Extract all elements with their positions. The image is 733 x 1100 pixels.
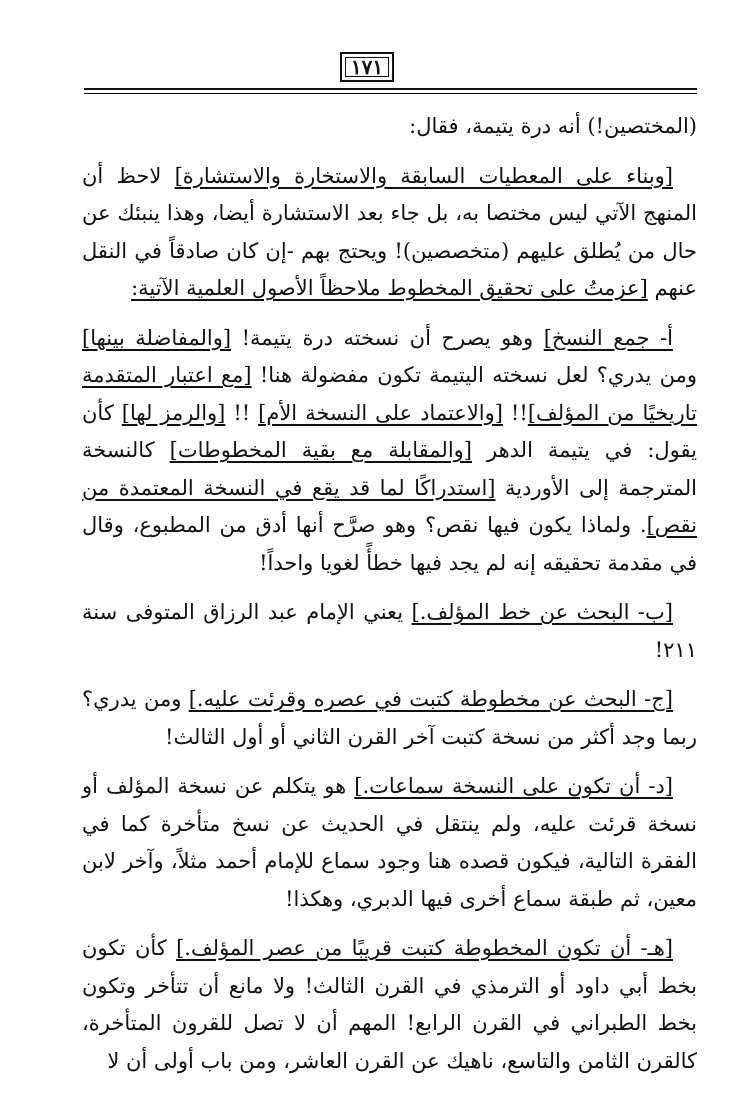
paragraph [82,594,697,669]
text-run: ومن يدري؟ ربما وجد أكثر من نسخة كتبت آخر القرن الثاني أو أول الثالث! [82,687,697,749]
underlined-quote: [هـ- أن تكون المخطوطة كتبت قريبًا من عصر المؤلف.] [176,936,673,960]
paragraph [82,768,697,918]
underlined-quote: [والرمز لها] [121,400,226,425]
underlined-quote: [ب- البحث عن خط المؤلف.] [411,600,673,624]
paragraph [82,158,697,308]
text-run: !! [502,400,528,425]
text-run: كأن تكون بخط أبي داود أو الترمذي في القرن الثالث! ولا مانع أن تتأخر وتكون بخط الطبراني في القرن الرابع! المهم أن لا تصل للقرون المتأخرة، كالقرن الثامن والتاسع، ناهيك عن القرن العاشر، ومن باب أولى أن لا [82,936,697,1073]
underlined-quote: [مع اعتبار المتقدمة تاريخيًا من المؤلف] [82,363,697,425]
underlined-quote: [ج- البحث عن مخطوطة كتبت في عصره وقرئت عليه.] [188,687,673,711]
paragraph [82,930,697,1080]
paragraph [82,108,697,146]
text-run: لاحظ أن المنهج الآتي ليس مختصا به، بل جاء بعد الاستشارة أيضا، وهذا ينبئك عن حال من يُطلق عليهم (متخصصين)! ويحتج بهم -إن كان صادقاً في النقل عنهم [82,163,697,300]
text-run: !! [225,400,259,425]
text-run: هو يتكلم عن نسخة المؤلف أو نسخة قرئت عليه، ولم ينتقل في الحديث عن نسخ متأخرة كما في الفقرة التالية، فيكون قصده هنا وجود سماع للإمام أحمد مثلاً، وآخر لابن معين، ثم طبقة سماع أخرى فيها الدبري، وهكذا! [82,774,697,911]
text-run: وهو يصرح أن نسخته درة يتيمة! [231,325,544,350]
paragraph [82,681,697,756]
underlined-quote: [د- أن تكون على النسخة سماعات.] [354,774,673,798]
underlined-quote: [والمقابلة مع بقية المخطوطات] [169,438,472,462]
text-run: كأن يقول: في يتيمة الدهر [82,400,697,462]
underlined-quote: [والمفاضلة بينها] [82,325,232,350]
underlined-quote: أ- جمع النسخ] [543,325,673,350]
underlined-quote: [وبناء على المعطيات السابقة والاستخارة والاستشارة] [174,163,673,188]
paragraph [82,320,697,583]
page-body [82,108,697,1092]
underlined-quote: [استدراكًا لما قد يقع في النسخة المعتمدة من نقص] [82,475,697,537]
underlined-quote: [والاعتماد على النسخة الأم] [258,400,503,425]
text-run: . ولماذا يكون فيها نقص؟ وهو صرَّح أنها أدق من المطبوع، وقال في مقدمة تحقيقه إنه لم يجد فيها خطأً لغويا واحداً! [82,513,697,575]
page-number-frame [340,52,394,82]
underlined-quote: [عزمتُ على تحقيق المخطوط ملاحظاً الأصول العلمية الآتية: [131,276,648,300]
text-run: ومن يدري؟ لعل نسخته اليتيمة تكون مفضولة هنا! [251,363,697,387]
page-number: ١٧١ [350,55,384,79]
text-run: (المختصين!) أنه درة يتيمة، فقال: [409,114,697,138]
text-run: يعني الإمام عبد الرزاق المتوفى سنة ٢١١! [82,600,697,662]
text-run: كالنسخة المترجمة إلى الأوردية [82,438,697,500]
header-rule [84,88,697,90]
